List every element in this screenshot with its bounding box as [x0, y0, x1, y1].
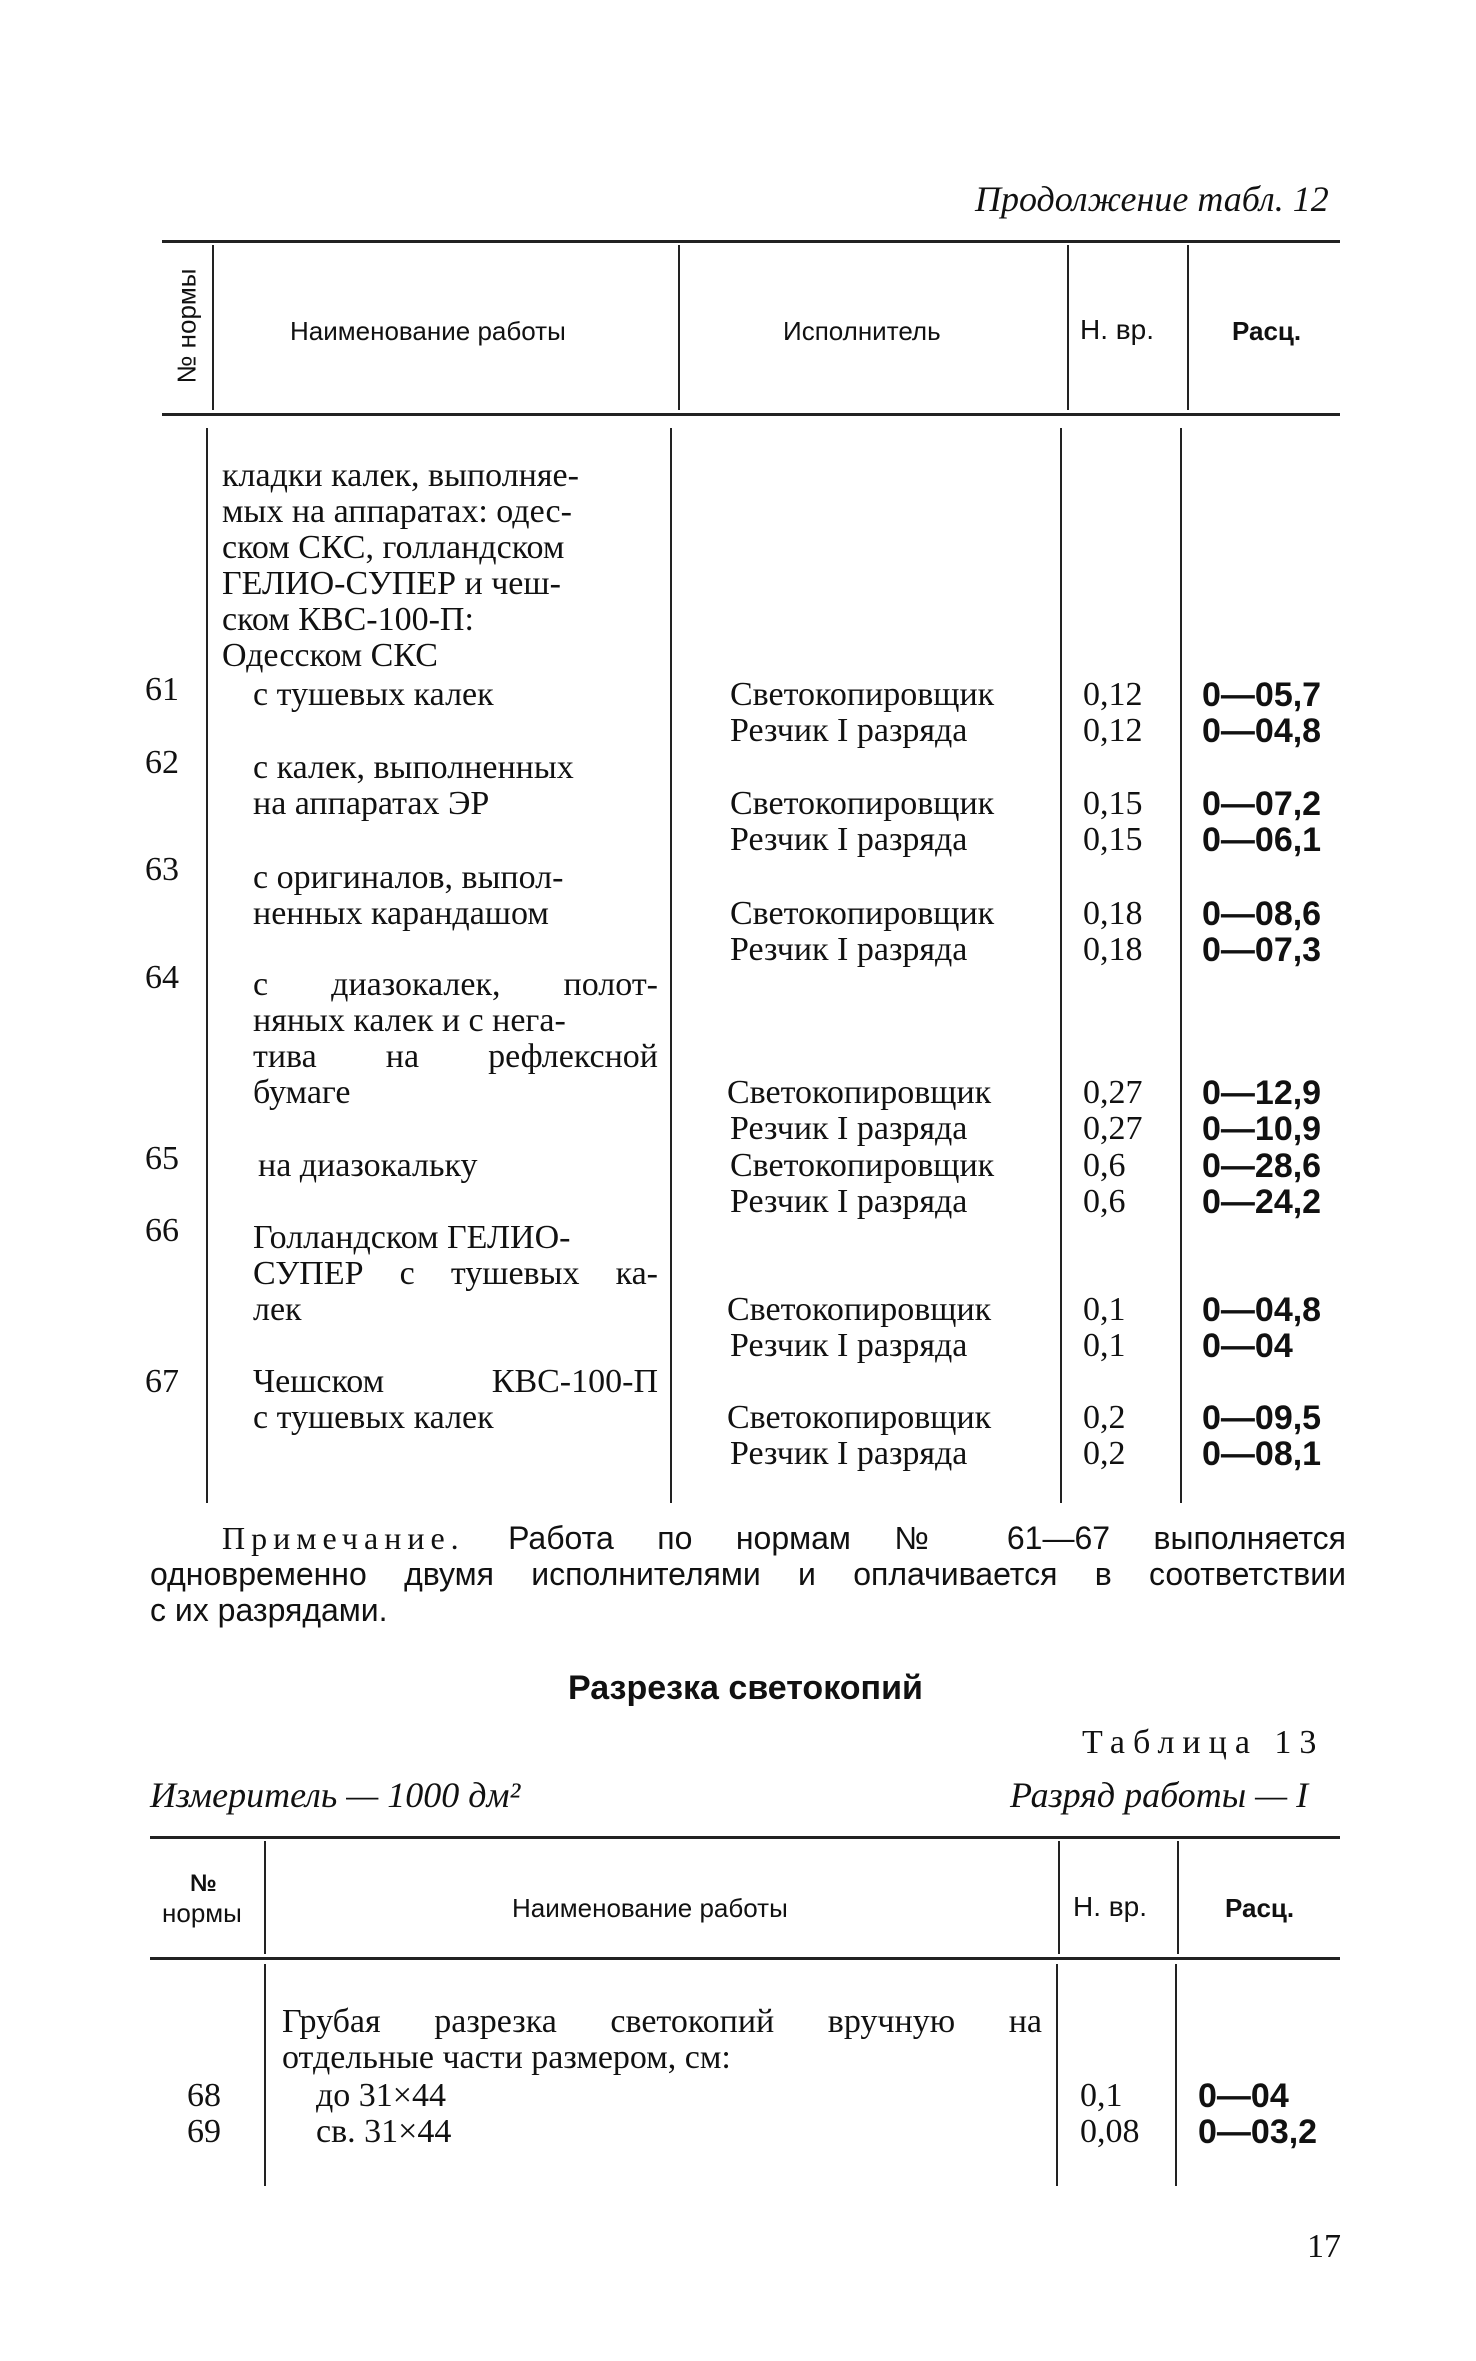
header-name: Наименование работы [512, 1893, 788, 1923]
row-num: 63 [145, 851, 179, 888]
rate-value: 0—07,3 [1202, 931, 1322, 969]
row-num: 67 [145, 1363, 179, 1400]
norm-value: 0,27 [1083, 1074, 1143, 1111]
note-line: с их разрядами. [150, 1592, 388, 1628]
norm-value: 0,2 [1083, 1399, 1126, 1436]
rate-value: 0—28,6 [1202, 1147, 1322, 1185]
table12-note [222, 1520, 1346, 1556]
row-name-line: на диазокальку [258, 1147, 478, 1184]
rate-value: 0—04,8 [1202, 1291, 1322, 1329]
norm-value: 0,12 [1083, 676, 1143, 713]
intro-line: Одесском СКС [222, 637, 438, 674]
row-num: 68 [187, 2077, 221, 2114]
row-num: 66 [145, 1212, 179, 1249]
table13-col-divider [1058, 1841, 1060, 1954]
rate-value: 0—07,2 [1202, 785, 1322, 823]
rate-value: 0—08,6 [1202, 895, 1322, 933]
norm-value: 0,15 [1083, 821, 1143, 858]
performer: Резчик I разряда [730, 1435, 968, 1472]
table12-col-divider [670, 428, 672, 1503]
table13-intro-line: Грубая разрезка светокопий вручную на [282, 2003, 1042, 2040]
norm-value: 0,18 [1083, 931, 1143, 968]
table12-header-rule [162, 413, 1340, 416]
header-norm: Н. вр. [1073, 1891, 1148, 1922]
norm-value: 0,15 [1083, 785, 1143, 822]
rate-value: 0—04,8 [1202, 712, 1322, 750]
table13-label: Таблица 13 [1082, 1724, 1325, 1761]
row-name-line: с тушевых калек [253, 1399, 494, 1436]
continuation-caption: Продолжение табл. 12 [975, 179, 1329, 219]
row-num: 62 [145, 744, 179, 781]
rate-value: 0—10,9 [1202, 1110, 1322, 1148]
rate-value: 0—09,5 [1202, 1399, 1322, 1437]
performer: Светокопировщик [730, 676, 995, 713]
rate-value: 0—24,2 [1202, 1183, 1322, 1221]
row-name-line: ненных карандашом [253, 895, 549, 932]
row-name-line: няных калек и с нега- [253, 1002, 566, 1039]
header-num-1: № [190, 1870, 217, 1897]
intro-line: ском СКС, голландском [222, 529, 565, 566]
norm-value: 0,2 [1083, 1435, 1126, 1472]
rate-value: 0—04 [1202, 1327, 1293, 1365]
row-name-line: СУПЕР с тушевых ка- [253, 1255, 658, 1292]
page-number: 17 [1307, 2228, 1341, 2265]
table13-grade: Разряд работы — I [1010, 1775, 1309, 1815]
header-num: № нормы [171, 268, 202, 384]
table12-col-divider [1180, 428, 1182, 1503]
performer: Светокопировщик [727, 1074, 992, 1111]
intro-line: мых на аппаратах: одес- [222, 493, 572, 530]
table13-header-rule [150, 1957, 1340, 1960]
table13-intro-line: отдельные части размером, см: [282, 2039, 731, 2076]
intro-line: ГЕЛИО-СУПЕР и чеш- [222, 565, 561, 602]
row-name-line: тива на рефлексной [253, 1038, 658, 1075]
note-label: Примечание. [222, 1520, 465, 1556]
rate-value: 0—08,1 [1202, 1435, 1322, 1473]
norm-value: 0,27 [1083, 1110, 1143, 1147]
row-num: 64 [145, 959, 179, 996]
rate-value: 0—06,1 [1202, 821, 1322, 859]
row-name-line: на аппаратах ЭР [253, 785, 490, 822]
note-line: Работа по нормам № 61—67 выполняется [508, 1520, 1346, 1556]
performer: Светокопировщик [730, 895, 995, 932]
intro-line: ском КВС-100-П: [222, 601, 474, 638]
row-name-line: с диазокалек, полот- [253, 966, 658, 1003]
header-norm: Н. вр. [1080, 314, 1155, 345]
norm-value: 0,18 [1083, 895, 1143, 932]
performer: Светокопировщик [727, 1291, 992, 1328]
norm-value: 0,1 [1083, 1291, 1126, 1328]
rate-value: 0—04 [1198, 2077, 1289, 2115]
table12-col-divider [206, 428, 208, 1503]
row-name: св. 31×44 [316, 2113, 452, 2150]
table13-col-divider [1175, 1964, 1177, 2186]
rate-value: 0—05,7 [1202, 676, 1322, 714]
table13-col-divider [264, 1964, 266, 2186]
table12-top-rule [162, 240, 1340, 243]
row-name-line: с оригиналов, выпол- [253, 859, 564, 896]
row-name: до 31×44 [316, 2077, 446, 2114]
header-name: Наименование работы [290, 316, 566, 346]
row-num: 65 [145, 1140, 179, 1177]
row-name-line: с тушевых калек [253, 676, 494, 713]
row-name-line: бумаге [253, 1074, 351, 1111]
performer: Резчик I разряда [730, 1183, 968, 1220]
table12-col-divider [1187, 245, 1189, 410]
row-name-line: лек [253, 1291, 302, 1328]
norm-value: 0,08 [1080, 2113, 1140, 2150]
row-name-line: Голландском ГЕЛИО- [253, 1219, 571, 1256]
performer: Резчик I разряда [730, 821, 968, 858]
performer: Светокопировщик [730, 785, 995, 822]
rate-value: 0—03,2 [1198, 2113, 1318, 2151]
header-num-2: нормы [162, 1898, 242, 1928]
table12-col-divider [212, 245, 214, 410]
row-name-line: с калек, выполненных [253, 749, 574, 786]
table12-col-divider [1067, 245, 1069, 410]
section-title: Разрезка светокопий [568, 1669, 923, 1707]
note-line: одновременно двумя исполнителями и оплачивается в соответствии [150, 1556, 1346, 1592]
norm-value: 0,1 [1083, 1327, 1126, 1364]
table12-col-divider [1060, 428, 1062, 1503]
intro-line: кладки калек, выполняе- [222, 457, 579, 494]
table13-col-divider [1177, 1841, 1179, 1954]
norm-value: 0,1 [1080, 2077, 1123, 2114]
performer: Резчик I разряда [730, 1327, 968, 1364]
row-name-line: Чешском КВС-100-П [253, 1363, 658, 1400]
header-rate: Расц. [1232, 316, 1302, 346]
header-rate: Расц. [1225, 1893, 1295, 1923]
performer: Светокопировщик [727, 1399, 992, 1436]
performer: Резчик I разряда [730, 712, 968, 749]
table13-col-divider [264, 1841, 266, 1954]
norm-value: 0,6 [1083, 1147, 1126, 1184]
performer: Резчик I разряда [730, 1110, 968, 1147]
rate-value: 0—12,9 [1202, 1074, 1322, 1112]
table12-col-divider [678, 245, 680, 410]
table13-top-rule [150, 1836, 1340, 1839]
row-num: 61 [145, 671, 179, 708]
table12-intro [222, 458, 658, 674]
performer: Светокопировщик [730, 1147, 995, 1184]
row-num: 69 [187, 2113, 221, 2150]
table13-measure: Измеритель — 1000 дм² [150, 1775, 521, 1815]
performer: Резчик I разряда [730, 931, 968, 968]
header-performer: Исполнитель [783, 316, 941, 346]
norm-value: 0,6 [1083, 1183, 1126, 1220]
table13-col-divider [1056, 1964, 1058, 2186]
norm-value: 0,12 [1083, 712, 1143, 749]
